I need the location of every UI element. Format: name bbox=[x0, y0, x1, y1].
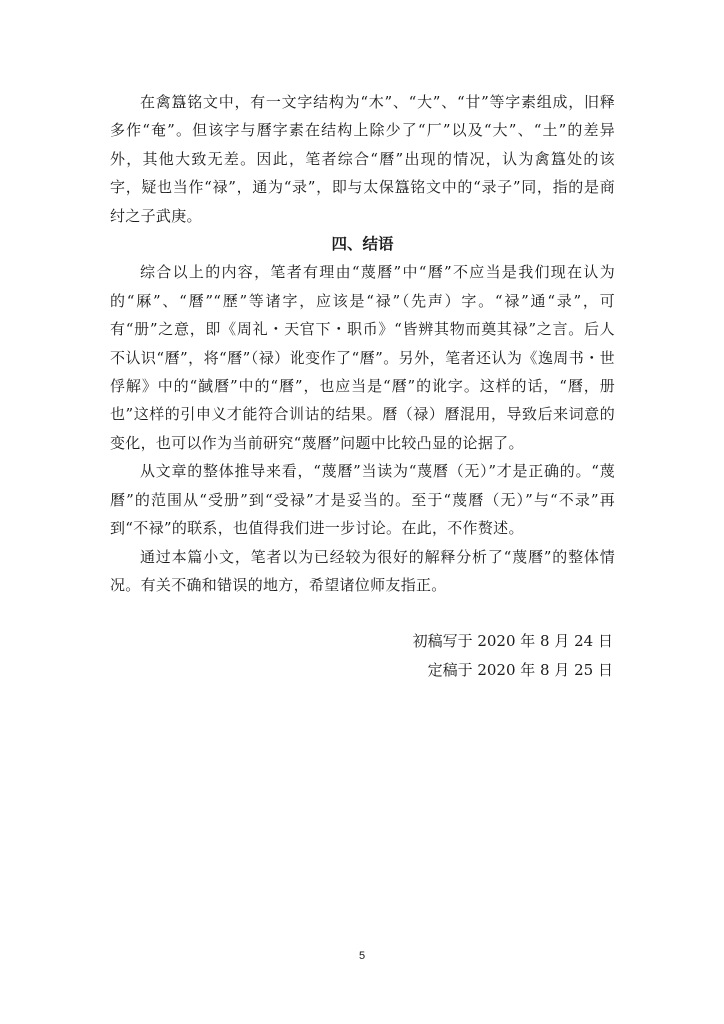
page-number: 5 bbox=[358, 950, 366, 962]
section-heading-conclusion: 四、结语 bbox=[331, 235, 394, 254]
paragraph-qin-gui: 在禽簋铭文中，有一文字结构为“木”、“大”、“甘”等字素组成，旧释多作“奄”。但该字与曆字素在结构上除少了“厂”以及“大”、“土”的差异外，其他大致无差。因此，笔者综合“曆”出现的情况，认为禽簋处的该字，疑也当作“禄”，通为“录”，即与太保簋铭文中的“录子”同，指的是商纣之子武庚。 bbox=[110, 93, 615, 225]
paragraph-conclusion-2: 从文章的整体推导来看，“蔑曆”当读为“蔑曆（无）”才是正确的。“蔑曆”的范围从“受册”到“受禄”才是妥当的。至于“蔑曆（无）”与“不录”再到“不禄”的联系，也值得我们进一步讨论。在此，不作赘述。 bbox=[110, 462, 615, 538]
document-body bbox=[110, 88, 615, 684]
final-date: 定稿于 2020 年 8 月 25 日 bbox=[427, 660, 613, 679]
draft-date: 初稿写于 2020 年 8 月 24 日 bbox=[412, 632, 613, 651]
date-block bbox=[110, 627, 615, 684]
paragraph-conclusion-1: 综合以上的内容，笔者有理由“蔑曆”中“曆”不应当是我们现在认为的“厤”、“曆”“歷”等诸字，应该是“禄”（先声）字。“禄”通“录”，可有“册”之意，即《周礼・天官下・职币》“皆辨其物而奠其禄”之言。后人不认识“曆”，将“曆”（禄）讹变作了“曆”。另外，笔者还认为《逸周书・世俘解》中的“馘曆”中的“曆”，也应当是“曆”的讹字。这样的话，“曆，册也”这样的引申义才能符合训诂的结果。曆（禄）曆混用，导致后来词意的变化，也可以作为当前研究“蔑曆”问题中比较凸显的论据了。 bbox=[110, 263, 615, 452]
paragraph-conclusion-3: 通过本篇小文，笔者以为已经较为很好的解释分析了“蔑曆”的整体情况。有关不确和错误的地方，希望诸位师友指正。 bbox=[110, 547, 615, 594]
